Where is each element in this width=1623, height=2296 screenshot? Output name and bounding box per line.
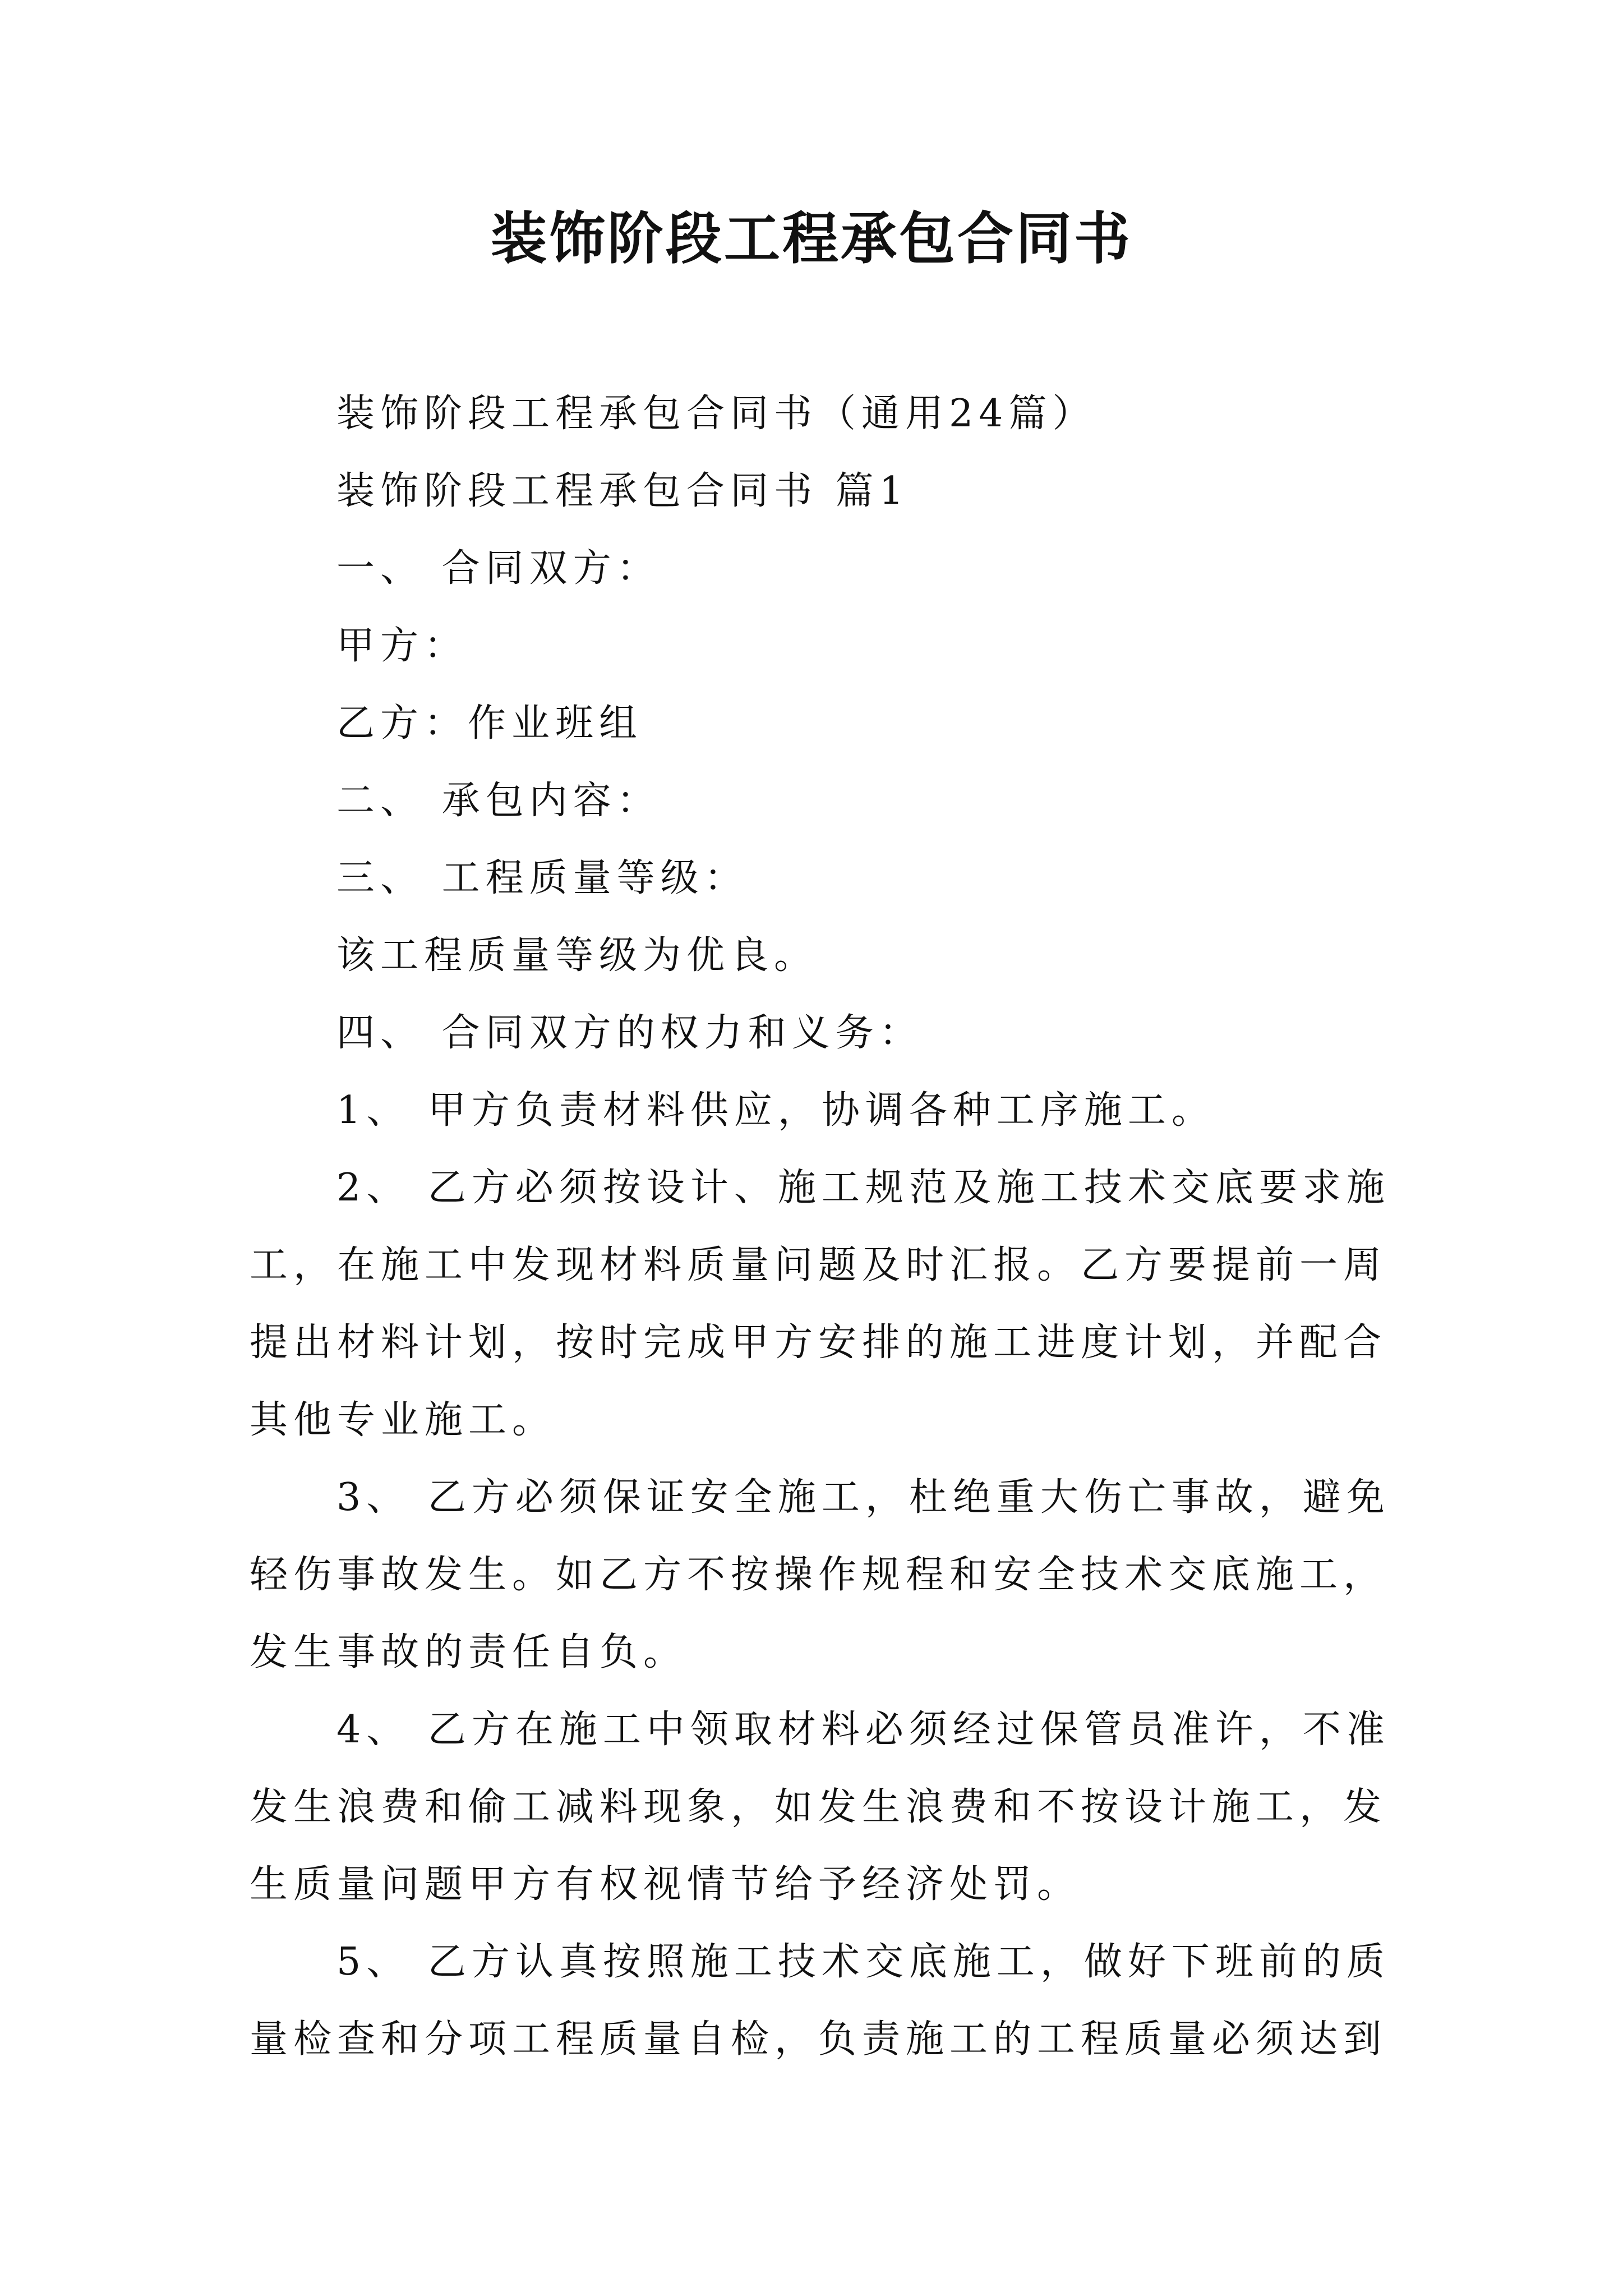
clause-item-4-line-3: 生质量问题甲方有权视情节给予经济处罚。	[250, 1862, 1081, 1907]
clause-item-4-line-1: 4、 乙方在施工中领取材料必须经过保管员准许，不准	[336, 1708, 1390, 1752]
clause-item-2-line-1: 2、 乙方必须按设计、施工规范及施工技术交底要求施	[336, 1166, 1390, 1210]
clause-heading-rights: 四、 合同双方的权力和义务：	[336, 1011, 923, 1055]
clause-heading-parties: 一、 合同双方：	[336, 546, 661, 591]
section-heading: 装饰阶段工程承包合同书 篇1	[336, 469, 909, 513]
clause-item-3-line-1: 3、 乙方必须保证安全施工，杜绝重大伤亡事故，避免	[336, 1475, 1390, 1520]
clause-item-2-line-4: 其他专业施工。	[250, 1398, 556, 1442]
clause-item-1: 1、 甲方负责材料供应，协调各种工序施工。	[336, 1088, 1215, 1133]
clause-item-5-line-2: 量检查和分项工程质量自检，负责施工的工程质量必须达到	[250, 2017, 1387, 2062]
document-title: 装饰阶段工程承包合同书	[491, 205, 1132, 272]
party-b-line: 乙方：作业班组	[336, 701, 643, 746]
clause-item-2-line-3: 提出材料计划，按时完成甲方安排的施工进度计划，并配合	[250, 1320, 1387, 1365]
clause-item-3-line-3: 发生事故的责任自负。	[250, 1630, 688, 1674]
clause-item-5-line-1: 5、 乙方认真按照施工技术交底施工，做好下班前的质	[336, 1940, 1390, 1984]
clause-item-3-line-2: 轻伤事故发生。如乙方不按操作规程和安全技术交底施工，	[250, 1553, 1387, 1597]
party-a-line: 甲方：	[336, 624, 468, 668]
quality-statement: 该工程质量等级为优良。	[336, 933, 818, 978]
document-subtitle: 装饰阶段工程承包合同书（通用24篇）	[336, 392, 1096, 436]
clause-heading-quality: 三、 工程质量等级：	[336, 856, 748, 900]
clause-item-2-line-2: 工，在施工中发现材料质量问题及时汇报。乙方要提前一周	[250, 1243, 1387, 1287]
clause-heading-scope: 二、 承包内容：	[336, 779, 661, 823]
clause-item-4-line-2: 发生浪费和偷工减料现象，如发生浪费和不按设计施工，发	[250, 1785, 1387, 1829]
